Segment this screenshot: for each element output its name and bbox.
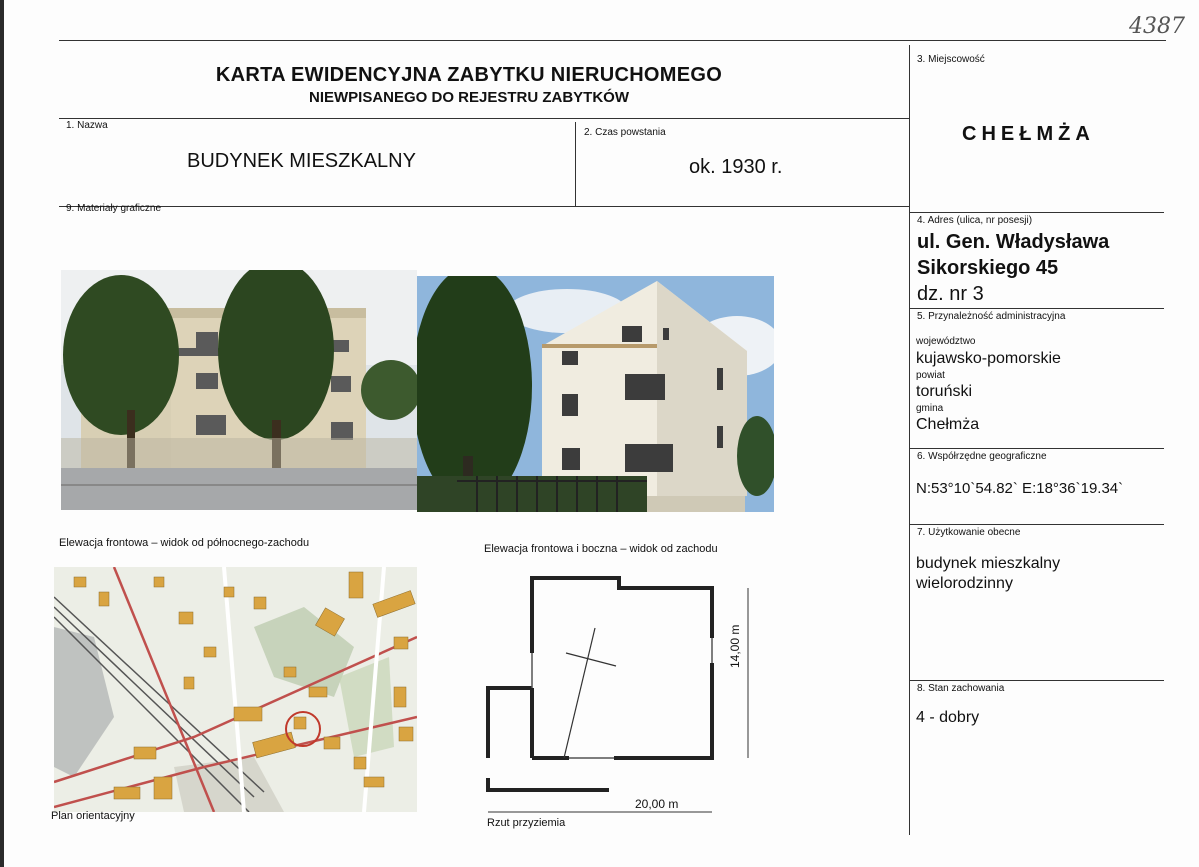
address-line3: dz. nr 3 [917,283,984,305]
voivodeship-label: województwo [916,336,976,347]
date-label: 2. Czas powstania [584,127,666,138]
locality-value: CHEŁMŻA [962,123,1095,145]
coords-label: 6. Współrzędne geograficzne [917,451,1047,462]
caption-photo-2: Elewacja frontowa i boczna – widok od zachodu [484,543,718,555]
usage-line2: wielorodzinny [916,575,1013,592]
handwritten-number: 4387 [1129,14,1185,39]
photo-front-side-west [417,276,774,512]
locality-label: 3. Miejscowość [917,54,985,65]
card-title: KARTA EWIDENCYJNA ZABYTKU NIERUCHOMEGO [215,64,723,86]
rule-name-date [575,122,576,206]
rule-admin [909,308,1164,309]
plan-width-dimension: 20,00 m [635,797,679,811]
usage-label: 7. Użytkowanie obecne [917,527,1021,538]
county-value: toruński [916,383,973,400]
rule-usage [909,524,1164,525]
date-value: ok. 1930 r. [689,156,783,178]
admin-label: 5. Przynależność administracyjna [917,311,1066,322]
caption-map: Plan orientacyjny [51,810,135,822]
condition-label: 8. Stan zachowania [917,683,1005,694]
card-subtitle: NIEWPISANEGO DO REJESTRU ZABYTKÓW [308,89,630,106]
graphics-label: 9. Materiały graficzne [66,203,162,214]
county-label: powiat [916,370,945,381]
name-value: BUDYNEK MIESZKALNY [187,150,416,172]
rule-coords [909,448,1164,449]
commune-value: Chełmża [916,416,980,433]
rule-under-title [59,118,909,119]
condition-value: 4 - dobry [916,709,980,726]
coords-value: N:53°10`54.82` E:18°36`19.34` [916,480,1124,497]
caption-photo-1: Elewacja frontowa – widok od północnego-zachodu [59,537,310,549]
plan-height-dimension: 14,00 m [728,624,742,668]
rule-condition [909,680,1164,681]
top-rule [59,40,1166,41]
rule-under-name [59,206,909,207]
name-label: 1. Nazwa [66,120,108,131]
floor-plan [474,568,764,813]
location-map [54,567,417,812]
address-line2: Sikorskiego 45 [917,257,1059,279]
address-line1: ul. Gen. Władysława [917,231,1110,253]
rule-address [909,212,1164,213]
photo-front-northwest [61,270,417,510]
rule-right-column [909,45,910,835]
address-label: 4. Adres (ulica, nr posesji) [917,215,1033,226]
usage-line1: budynek mieszkalny [916,555,1061,572]
voivodeship-value: kujawsko-pomorskie [916,350,1061,367]
commune-label: gmina [916,403,944,414]
caption-plan: Rzut przyziemia [487,817,566,829]
